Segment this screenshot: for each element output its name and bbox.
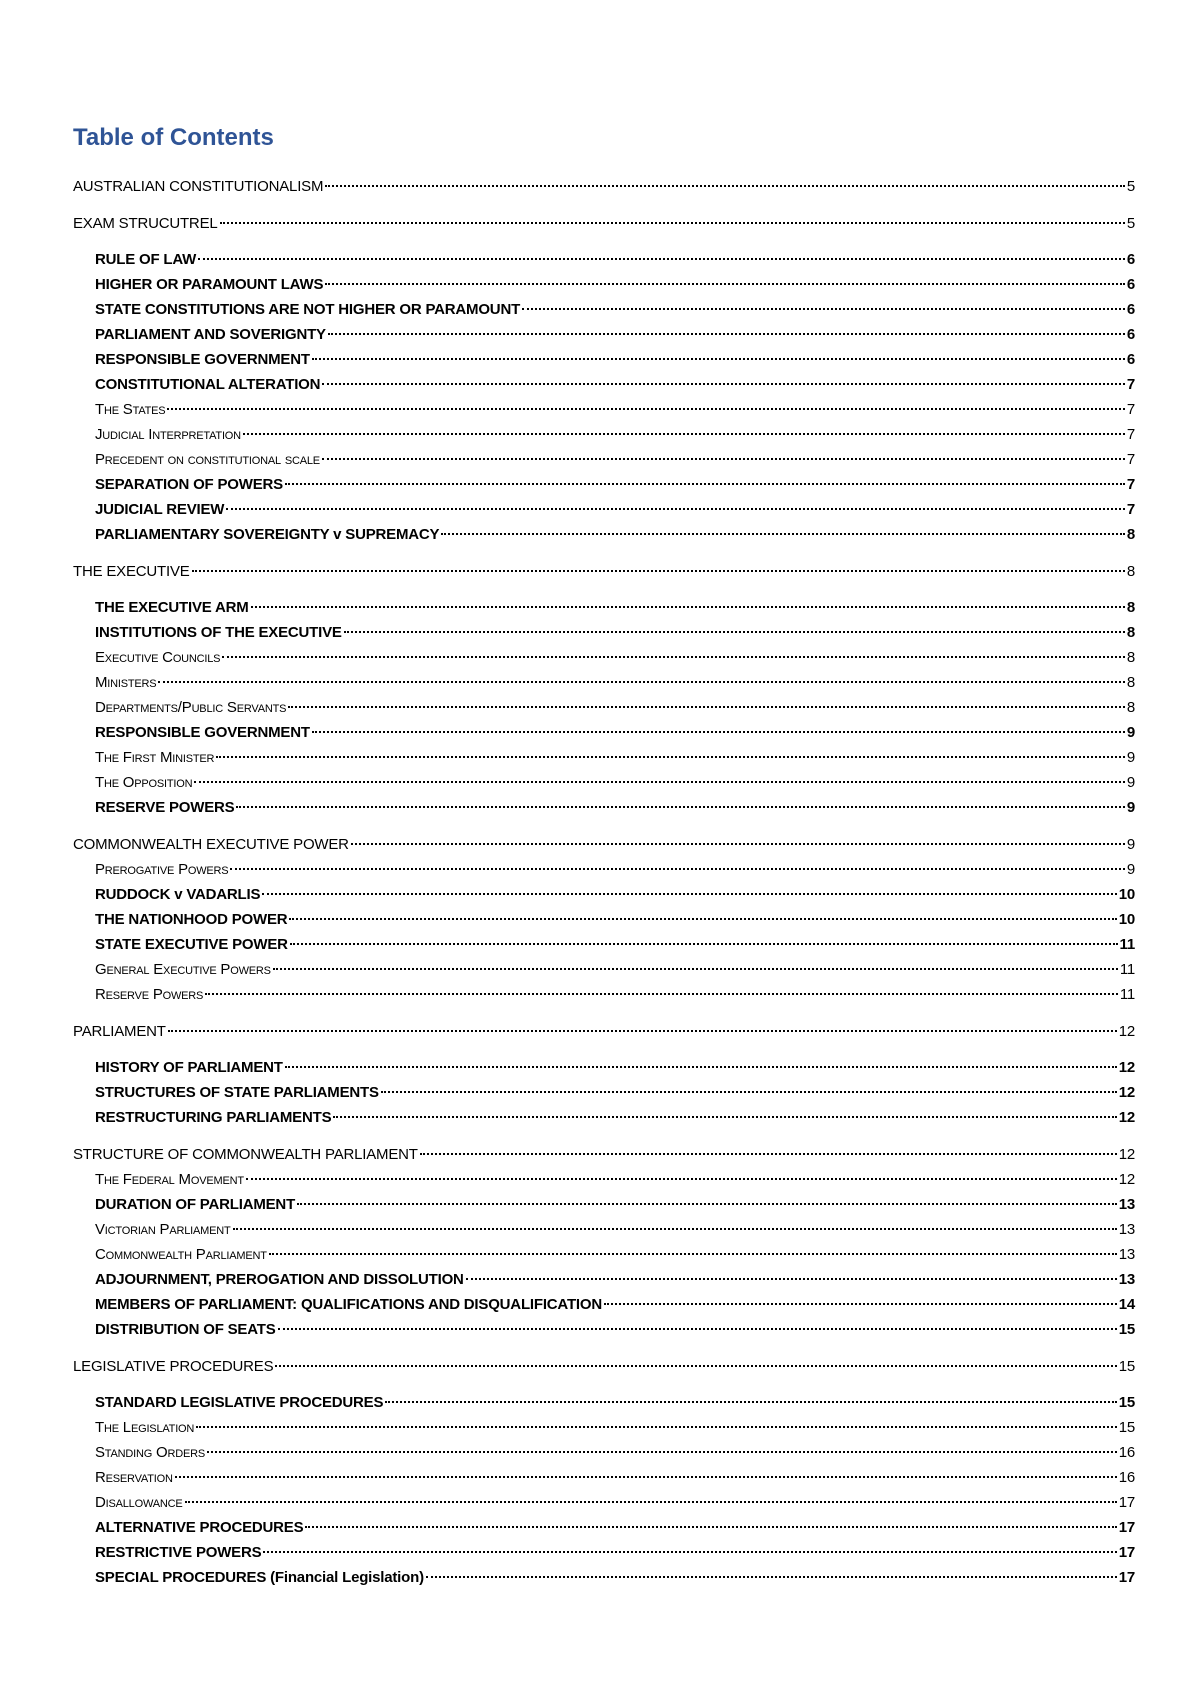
toc-dot-leader <box>263 1551 1116 1553</box>
toc-entry[interactable] <box>73 1055 1135 1080</box>
toc-dot-leader <box>385 1401 1116 1403</box>
toc-dot-leader <box>233 1228 1117 1230</box>
toc-entry-label: RESTRICTIVE POWERS <box>95 1544 262 1561</box>
toc-dot-leader <box>325 283 1125 285</box>
toc-entry-label: The Legislation <box>95 1419 195 1436</box>
toc-entry[interactable] <box>73 1490 1135 1515</box>
toc-entry-page: 9 <box>1126 861 1135 878</box>
toc-entry[interactable] <box>73 857 1135 882</box>
toc-dot-leader <box>273 968 1118 970</box>
toc-entry-page: 10 <box>1118 911 1135 928</box>
toc-dot-leader <box>604 1303 1117 1305</box>
toc-entry[interactable] <box>73 595 1135 620</box>
toc-entry-label: HIGHER OR PARAMOUNT LAWS <box>95 276 324 293</box>
toc-entry-label: Departments/Public Servants <box>95 699 287 716</box>
toc-entry-page: 12 <box>1118 1084 1135 1101</box>
toc-entry-label: Prerogative Powers <box>95 861 229 878</box>
toc-entry-label: DISTRIBUTION OF SEATS <box>95 1321 276 1338</box>
toc-entry[interactable] <box>73 720 1135 745</box>
toc-entry-page: 13 <box>1118 1221 1135 1238</box>
toc-entry-label: Disallowance <box>95 1494 183 1511</box>
toc-entry[interactable] <box>73 1019 1135 1044</box>
toc-entry-label: PARLIAMENT <box>73 1023 166 1040</box>
toc-entry-label: Precedent on constitutional scale <box>95 451 320 468</box>
toc-entry[interactable] <box>73 882 1135 907</box>
toc-entry-label: RESPONSIBLE GOVERNMENT <box>95 724 310 741</box>
toc-entry-page: 6 <box>1126 251 1135 268</box>
toc-entry-page: 12 <box>1118 1059 1135 1076</box>
toc-entry-label: SEPARATION OF POWERS <box>95 476 283 493</box>
toc-entry-page: 13 <box>1118 1271 1135 1288</box>
toc-dot-leader <box>522 308 1125 310</box>
toc-entry-page: 8 <box>1126 599 1135 616</box>
toc-dot-leader <box>325 185 1125 187</box>
toc-dot-leader <box>194 781 1124 783</box>
toc-entry-page: 12 <box>1118 1109 1135 1126</box>
toc-dot-leader <box>243 433 1125 435</box>
toc-entry-page: 17 <box>1118 1519 1135 1536</box>
toc-entry[interactable] <box>73 957 1135 982</box>
toc-dot-leader <box>185 1501 1117 1503</box>
toc-entry-label: INSTITUTIONS OF THE EXECUTIVE <box>95 624 342 641</box>
toc-entry-label: STATE CONSTITUTIONS ARE NOT HIGHER OR PARAMOUNT <box>95 301 521 318</box>
toc-entry-page: 7 <box>1126 401 1135 418</box>
toc-entry[interactable] <box>73 620 1135 645</box>
toc-entry-label: ALTERNATIVE PROCEDURES <box>95 1519 304 1536</box>
toc-entry-page: 9 <box>1126 749 1135 766</box>
toc-entry-page: 5 <box>1126 215 1135 232</box>
toc-entry-label: STANDARD LEGISLATIVE PROCEDURES <box>95 1394 384 1411</box>
toc-dot-leader <box>226 508 1125 510</box>
toc-dot-leader <box>351 843 1125 845</box>
toc-dot-leader <box>222 656 1125 658</box>
toc-dot-leader <box>230 868 1124 870</box>
toc-entry-page: 6 <box>1126 301 1135 318</box>
toc-dot-leader <box>216 756 1125 758</box>
toc-entry[interactable] <box>73 982 1135 1007</box>
toc-entry[interactable] <box>73 1465 1135 1490</box>
toc-entry[interactable] <box>73 770 1135 795</box>
toc-entry-label: The Opposition <box>95 774 193 791</box>
toc-dot-leader <box>426 1576 1117 1578</box>
toc-entry-page: 9 <box>1126 799 1135 816</box>
toc-entry-page: 12 <box>1118 1023 1135 1040</box>
toc-entry[interactable] <box>73 497 1135 522</box>
toc-entry-page: 5 <box>1126 178 1135 195</box>
toc-entry[interactable] <box>73 670 1135 695</box>
toc-dot-leader <box>288 706 1125 708</box>
toc-entry[interactable] <box>73 372 1135 397</box>
toc-entry-label: EXAM STRUCUTREL <box>73 215 218 232</box>
toc-entry[interactable] <box>73 1540 1135 1565</box>
toc-dot-leader <box>322 458 1125 460</box>
toc-entry-label: RESPONSIBLE GOVERNMENT <box>95 351 310 368</box>
toc-entry-page: 11 <box>1119 936 1135 953</box>
toc-entry[interactable] <box>73 832 1135 857</box>
toc-dot-leader <box>305 1526 1116 1528</box>
toc-dot-leader <box>290 943 1118 945</box>
toc-entry-label: STRUCTURES OF STATE PARLIAMENTS <box>95 1084 379 1101</box>
toc-entry[interactable] <box>73 247 1135 272</box>
toc-entry-label: The Federal Movement <box>95 1171 244 1188</box>
toc-dot-leader <box>312 358 1125 360</box>
toc-entry-page: 8 <box>1126 699 1135 716</box>
toc-dot-leader <box>466 1278 1117 1280</box>
toc-entry[interactable] <box>73 472 1135 497</box>
toc-entry-label: RUDDOCK v VADARLIS <box>95 886 261 903</box>
toc-entry-label: Executive Councils <box>95 649 221 666</box>
toc-entry-page: 7 <box>1126 376 1135 393</box>
toc-entry[interactable] <box>73 522 1135 547</box>
toc-entry-page: 11 <box>1119 986 1135 1003</box>
toc-entry[interactable] <box>73 1317 1135 1342</box>
toc-entry[interactable] <box>73 745 1135 770</box>
toc-entry-page: 10 <box>1118 886 1135 903</box>
toc-entry-label: Ministers <box>95 674 157 691</box>
toc-entry[interactable] <box>73 347 1135 372</box>
toc-entry[interactable] <box>73 1415 1135 1440</box>
toc-entry[interactable] <box>73 1105 1135 1130</box>
toc-dot-leader <box>333 1116 1116 1118</box>
toc-entry[interactable] <box>73 397 1135 422</box>
toc-entry-page: 8 <box>1126 624 1135 641</box>
toc-entry-page: 7 <box>1126 476 1135 493</box>
toc-entry[interactable] <box>73 1167 1135 1192</box>
toc-dot-leader <box>420 1153 1117 1155</box>
toc-entry[interactable] <box>73 795 1135 820</box>
toc-entry[interactable] <box>73 1354 1135 1379</box>
toc-entry-label: Victorian Parliament <box>95 1221 231 1238</box>
toc-entry[interactable] <box>73 422 1135 447</box>
toc-dot-leader <box>322 383 1125 385</box>
toc-entry-label: CONSTITUTIONAL ALTERATION <box>95 376 321 393</box>
toc-entry[interactable] <box>73 907 1135 932</box>
toc-dot-leader <box>297 1203 1117 1205</box>
toc-entry-label: COMMONWEALTH EXECUTIVE POWER <box>73 836 349 853</box>
toc-entry-label: STRUCTURE OF COMMONWEALTH PARLIAMENT <box>73 1146 418 1163</box>
toc-entry-label: SPECIAL PROCEDURES (Financial Legislation) <box>95 1569 424 1586</box>
toc-entry-page: 13 <box>1118 1246 1135 1263</box>
toc-entry-label: RESERVE POWERS <box>95 799 235 816</box>
toc-entry-label: PARLIAMENT AND SOVERIGNTY <box>95 326 326 343</box>
table-of-contents <box>73 174 1135 1590</box>
toc-entry-page: 14 <box>1118 1296 1135 1313</box>
toc-entry[interactable] <box>73 645 1135 670</box>
toc-dot-leader <box>441 533 1125 535</box>
toc-entry-page: 17 <box>1118 1494 1135 1511</box>
toc-dot-leader <box>278 1328 1117 1330</box>
toc-dot-leader <box>246 1178 1117 1180</box>
toc-entry[interactable] <box>73 1242 1135 1267</box>
toc-title: Table of Contents <box>73 124 274 151</box>
toc-entry-page: 8 <box>1126 563 1135 580</box>
toc-entry-page: 6 <box>1126 276 1135 293</box>
toc-entry-label: Reservation <box>95 1469 173 1486</box>
toc-entry[interactable] <box>73 559 1135 584</box>
toc-entry-page: 12 <box>1118 1146 1135 1163</box>
toc-entry-page: 6 <box>1126 326 1135 343</box>
toc-entry-page: 12 <box>1118 1171 1135 1188</box>
toc-entry[interactable] <box>73 1267 1135 1292</box>
toc-dot-leader <box>381 1091 1117 1093</box>
toc-dot-leader <box>167 408 1124 410</box>
toc-dot-leader <box>251 606 1125 608</box>
toc-entry[interactable] <box>73 272 1135 297</box>
toc-entry-page: 9 <box>1126 774 1135 791</box>
toc-entry-page: 7 <box>1126 501 1135 518</box>
toc-dot-leader <box>285 1066 1117 1068</box>
toc-entry-label: THE EXECUTIVE ARM <box>95 599 249 616</box>
toc-entry-label: AUSTRALIAN CONSTITUTIONALISM <box>73 178 324 195</box>
toc-entry[interactable] <box>73 932 1135 957</box>
toc-dot-leader <box>192 570 1125 572</box>
toc-entry-page: 15 <box>1118 1419 1135 1436</box>
toc-dot-leader <box>289 918 1116 920</box>
toc-entry-label: Judicial Interpretation <box>95 426 241 443</box>
toc-entry-page: 9 <box>1126 836 1135 853</box>
toc-entry-label: PARLIAMENTARY SOVEREIGNTY v SUPREMACY <box>95 526 440 543</box>
toc-entry-page: 8 <box>1126 649 1135 666</box>
toc-entry[interactable] <box>73 1390 1135 1415</box>
toc-entry-label: Reserve Powers <box>95 986 204 1003</box>
toc-dot-leader <box>175 1476 1117 1478</box>
toc-entry-label: DURATION OF PARLIAMENT <box>95 1196 296 1213</box>
toc-dot-leader <box>312 731 1125 733</box>
toc-entry-page: 16 <box>1118 1444 1135 1461</box>
toc-entry[interactable] <box>73 1192 1135 1217</box>
toc-entry-page: 8 <box>1126 526 1135 543</box>
toc-entry-label: The First Minister <box>95 749 215 766</box>
toc-entry-page: 15 <box>1118 1394 1135 1411</box>
toc-entry-label: STATE EXECUTIVE POWER <box>95 936 288 953</box>
toc-entry-page: 15 <box>1118 1321 1135 1338</box>
toc-entry-label: HISTORY OF PARLIAMENT <box>95 1059 283 1076</box>
toc-entry-label: THE NATIONHOOD POWER <box>95 911 288 928</box>
toc-entry-page: 8 <box>1126 674 1135 691</box>
toc-entry-label: General Executive Powers <box>95 961 271 978</box>
toc-entry-page: 7 <box>1126 451 1135 468</box>
toc-entry[interactable] <box>73 1217 1135 1242</box>
toc-entry-label: THE EXECUTIVE <box>73 563 190 580</box>
toc-entry[interactable] <box>73 1515 1135 1540</box>
toc-entry[interactable] <box>73 322 1135 347</box>
toc-dot-leader <box>262 893 1116 895</box>
toc-dot-leader <box>198 258 1125 260</box>
toc-entry-label: JUDICIAL REVIEW <box>95 501 225 518</box>
toc-entry-label: Standing Orders <box>95 1444 206 1461</box>
toc-dot-leader <box>344 631 1125 633</box>
toc-dot-leader <box>236 806 1124 808</box>
toc-entry-page: 17 <box>1118 1544 1135 1561</box>
toc-entry[interactable] <box>73 447 1135 472</box>
toc-dot-leader <box>275 1365 1116 1367</box>
toc-entry-page: 13 <box>1118 1196 1135 1213</box>
toc-entry[interactable] <box>73 1565 1135 1590</box>
toc-entry-page: 15 <box>1118 1358 1135 1375</box>
toc-entry-label: RULE OF LAW <box>95 251 197 268</box>
toc-entry[interactable] <box>73 695 1135 720</box>
toc-dot-leader <box>220 222 1125 224</box>
toc-dot-leader <box>207 1451 1117 1453</box>
toc-entry-label: LEGISLATIVE PROCEDURES <box>73 1358 274 1375</box>
toc-entry-label: ADJOURNMENT, PREROGATION AND DISSOLUTION <box>95 1271 464 1288</box>
toc-dot-leader <box>168 1030 1117 1032</box>
toc-entry-page: 9 <box>1126 724 1135 741</box>
toc-dot-leader <box>158 681 1124 683</box>
toc-entry-label: MEMBERS OF PARLIAMENT: QUALIFICATIONS AND DISQUALIFICATION <box>95 1296 602 1313</box>
toc-entry[interactable] <box>73 1292 1135 1317</box>
toc-dot-leader <box>328 333 1125 335</box>
toc-entry[interactable] <box>73 1142 1135 1167</box>
toc-entry-label: The States <box>95 401 166 418</box>
toc-entry-page: 6 <box>1126 351 1135 368</box>
toc-dot-leader <box>269 1253 1117 1255</box>
toc-entry[interactable] <box>73 174 1135 199</box>
toc-entry[interactable] <box>73 297 1135 322</box>
toc-dot-leader <box>196 1426 1117 1428</box>
toc-entry-page: 17 <box>1118 1569 1135 1586</box>
toc-dot-leader <box>205 993 1118 995</box>
toc-entry[interactable] <box>73 1440 1135 1465</box>
toc-entry-page: 11 <box>1119 961 1135 978</box>
toc-entry-page: 16 <box>1118 1469 1135 1486</box>
toc-dot-leader <box>285 483 1125 485</box>
toc-entry-label: RESTRUCTURING PARLIAMENTS <box>95 1109 332 1126</box>
toc-entry[interactable] <box>73 1080 1135 1105</box>
toc-entry-page: 7 <box>1126 426 1135 443</box>
toc-entry-label: Commonwealth Parliament <box>95 1246 267 1263</box>
toc-entry[interactable] <box>73 211 1135 236</box>
